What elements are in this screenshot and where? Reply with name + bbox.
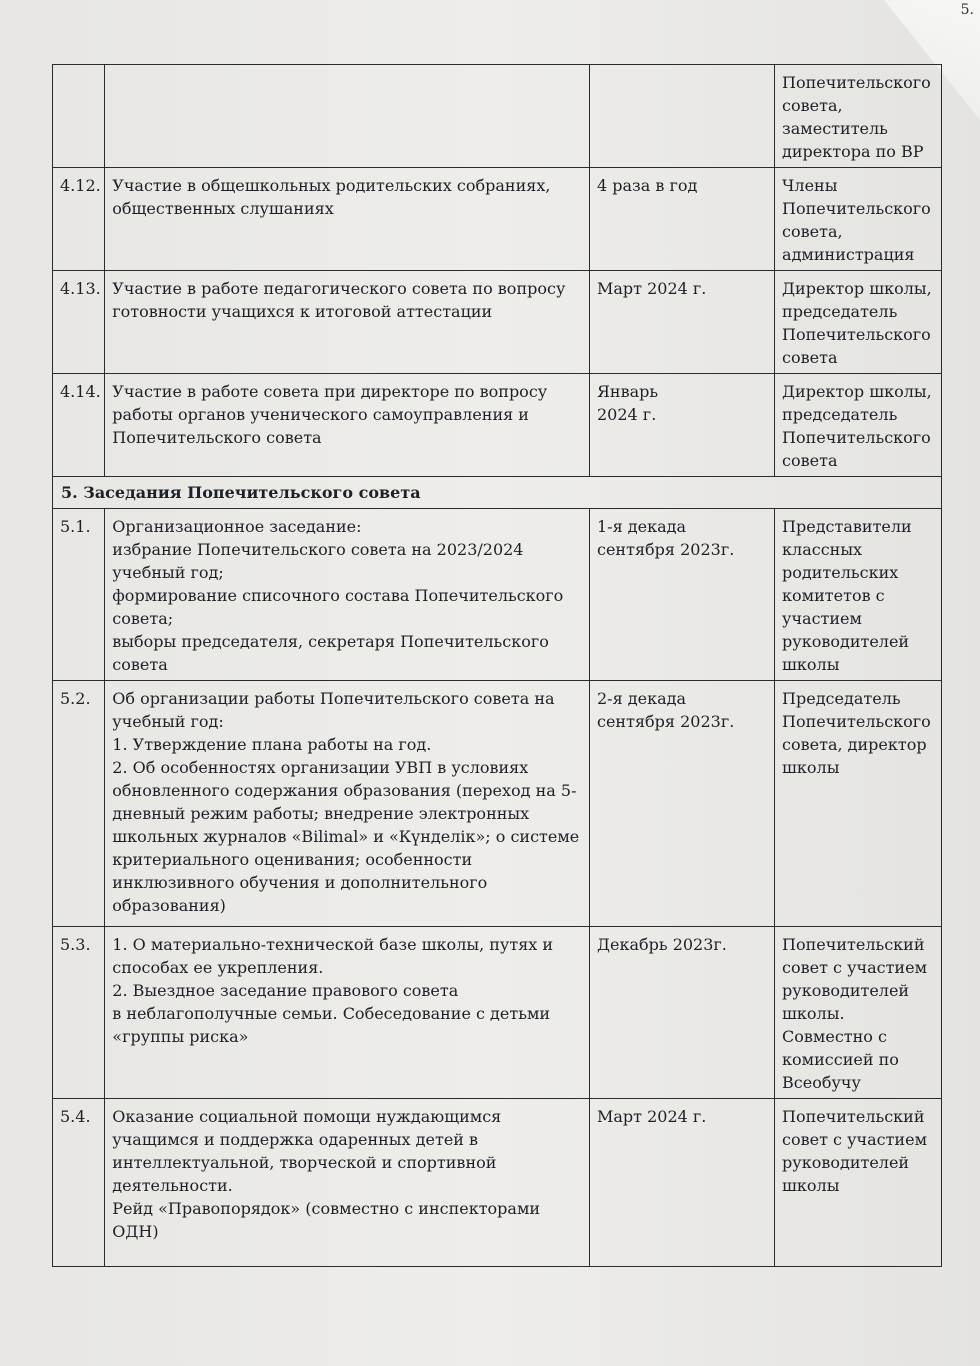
table-row: [53, 1099, 942, 1267]
row-description: Оказание социальной помощи нуждающимся учащимся и поддержка одаренных детей в интеллектуальной, творческой и спортивной деятельности. Рейд «Правопорядок» (совместно с инспекторами ОДН): [105, 1099, 590, 1267]
table-row: [53, 374, 942, 477]
row-responsible: Директор школы, председатель Попечительского совета: [775, 374, 942, 477]
row-description: Участие в работе педагогического совета по вопросу готовности учащихся к итоговой аттестации: [105, 271, 590, 374]
row-responsible: Попечительский совет с участием руководителей школы: [775, 1099, 942, 1267]
row-date: Декабрь 2023г.: [590, 927, 775, 1099]
row-description: 1. О материально-технической базе школы, путях и способах ее укрепления. 2. Выездное заседание правового совета в неблагополучные семьи. Собеседование с детьми «группы риска»: [105, 927, 590, 1099]
row-date: Январь 2024 г.: [590, 374, 775, 477]
row-number: 5.4.: [53, 1099, 105, 1267]
row-responsible: Представители классных родительских комитетов с участием руководителей школы: [775, 509, 942, 681]
work-plan-table: [52, 64, 942, 1267]
row-number: 5.2.: [53, 681, 105, 927]
row-responsible: Члены Попечительского совета, администрация: [775, 168, 942, 271]
row-description: [105, 65, 590, 168]
table-row: [53, 271, 942, 374]
table-row: [53, 509, 942, 681]
table-row: [53, 681, 942, 927]
row-number: 5.3.: [53, 927, 105, 1099]
row-number: 4.14.: [53, 374, 105, 477]
table-row: [53, 927, 942, 1099]
row-number: 4.12.: [53, 168, 105, 271]
row-date: 4 раза в год: [590, 168, 775, 271]
section-header-row: [53, 477, 942, 509]
row-description: Организационное заседание: избрание Попечительского совета на 2023/2024 учебный год; формирование списочного состава Попечительского совета; выборы председателя, секретаря Попечительского совета: [105, 509, 590, 681]
row-description: Участие в общешкольных родительских собраниях, общественных слушаниях: [105, 168, 590, 271]
row-date: Март 2024 г.: [590, 1099, 775, 1267]
row-date: [590, 65, 775, 168]
table-row: [53, 65, 942, 168]
row-date: 2-я декада сентября 2023г.: [590, 681, 775, 927]
page-number: 5.: [960, 2, 974, 18]
row-responsible: Директор школы, председатель Попечительского совета: [775, 271, 942, 374]
row-date: Март 2024 г.: [590, 271, 775, 374]
table-row: [53, 168, 942, 271]
row-date: 1-я декада сентября 2023г.: [590, 509, 775, 681]
row-number: 4.13.: [53, 271, 105, 374]
row-description: Участие в работе совета при директоре по вопросу работы органов ученического самоуправления и Попечительского совета: [105, 374, 590, 477]
row-responsible: Попечительского совета, заместитель директора по ВР: [775, 65, 942, 168]
row-number: 5.1.: [53, 509, 105, 681]
row-responsible: Председатель Попечительского совета, директор школы: [775, 681, 942, 927]
row-responsible: Попечительский совет с участием руководителей школы. Совместно с комиссией по Всеобучу: [775, 927, 942, 1099]
row-description: Об организации работы Попечительского совета на учебный год: 1. Утверждение плана работы на год. 2. Об особенностях организации УВП в условиях обновленного содержания образования (переход на 5-дневный режим работы; внедрение электронных школьных журналов «Bilimal» и «Күнделік»; о системе критериального оценивания; особенности инклюзивного обучения и дополнительного образования): [105, 681, 590, 927]
row-number: [53, 65, 105, 168]
section-title: 5. Заседания Попечительского совета: [53, 477, 942, 509]
